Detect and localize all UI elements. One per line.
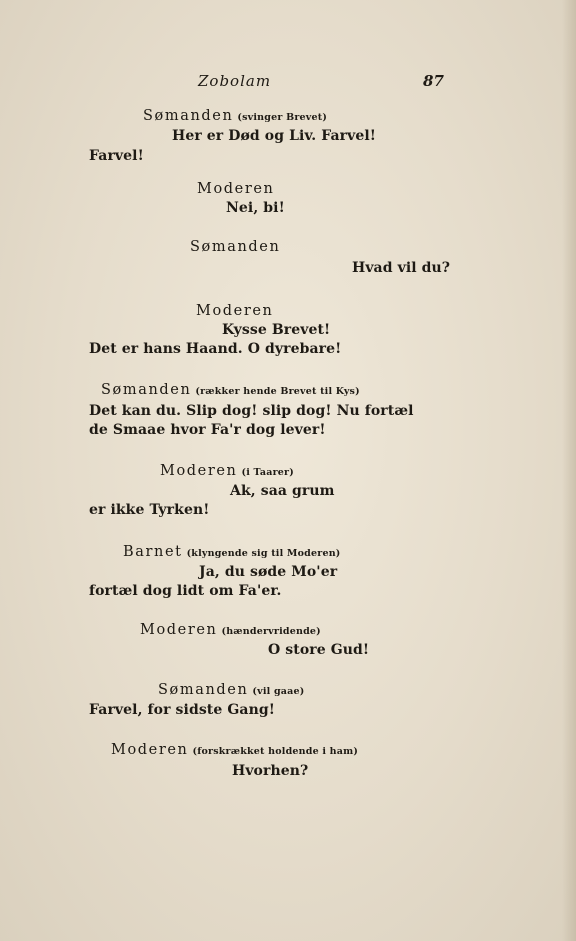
verse-line: Det er hans Haand. O dyrebare!	[89, 341, 342, 357]
stage-direction: (svinger Brevet)	[237, 112, 328, 123]
verse-line: Hvorhen?	[232, 763, 309, 779]
page-edge-shadow	[562, 0, 576, 941]
verse-line: Kysse Brevet!	[222, 322, 331, 338]
verse-line: er ikke Tyrken!	[89, 502, 210, 518]
speaker-line	[143, 107, 327, 127]
page-number: 87	[423, 72, 445, 90]
speaker-name: Sømanden	[158, 682, 249, 698]
verse-line: Ak, saa grum	[230, 483, 335, 499]
speaker-name: Moderen	[160, 463, 238, 479]
speaker-line	[196, 302, 274, 320]
verse-line: Farvel!	[89, 148, 144, 164]
verse-line: Det kan du. Slip dog! slip dog! Nu fortæl	[89, 403, 414, 419]
speaker-line	[190, 238, 280, 256]
speaker-name: Moderen	[197, 181, 275, 197]
stage-direction: (forskrækket holdende i ham)	[192, 746, 359, 757]
speaker-line	[101, 381, 360, 401]
speaker-name: Barnet	[123, 544, 183, 560]
stage-direction: (rækker hende Brevet til Kys)	[195, 386, 360, 397]
speaker-name: Moderen	[196, 303, 274, 319]
speaker-line	[111, 741, 358, 761]
speaker-name: Sømanden	[101, 382, 192, 398]
speaker-name: Moderen	[111, 742, 189, 758]
speaker-line	[123, 543, 341, 563]
verse-line: Her er Død og Liv. Farvel!	[172, 128, 377, 144]
stage-direction: (klyngende sig til Moderen)	[186, 548, 341, 559]
speaker-name: Sømanden	[190, 239, 281, 255]
speaker-line	[160, 462, 294, 482]
speaker-name: Moderen	[140, 622, 218, 638]
stage-direction: (i Taarer)	[241, 467, 294, 478]
verse-line: Hvad vil du?	[352, 260, 451, 276]
verse-line: Nei, bi!	[226, 200, 285, 216]
running-header-title: Zobolam	[198, 72, 272, 90]
verse-line: Ja, du søde Mo'er	[199, 564, 338, 580]
verse-line: Farvel, for sidste Gang!	[89, 702, 275, 718]
verse-line: de Smaae hvor Fa'r dog lever!	[89, 422, 326, 438]
speaker-line	[158, 681, 304, 701]
verse-line: O store Gud!	[268, 642, 370, 658]
verse-line: fortæl dog lidt om Fa'er.	[89, 583, 282, 599]
stage-direction: (vil gaae)	[252, 686, 305, 697]
stage-direction: (hændervridende)	[221, 626, 321, 637]
speaker-line	[140, 621, 321, 641]
speaker-line	[197, 180, 275, 198]
speaker-name: Sømanden	[143, 108, 234, 124]
